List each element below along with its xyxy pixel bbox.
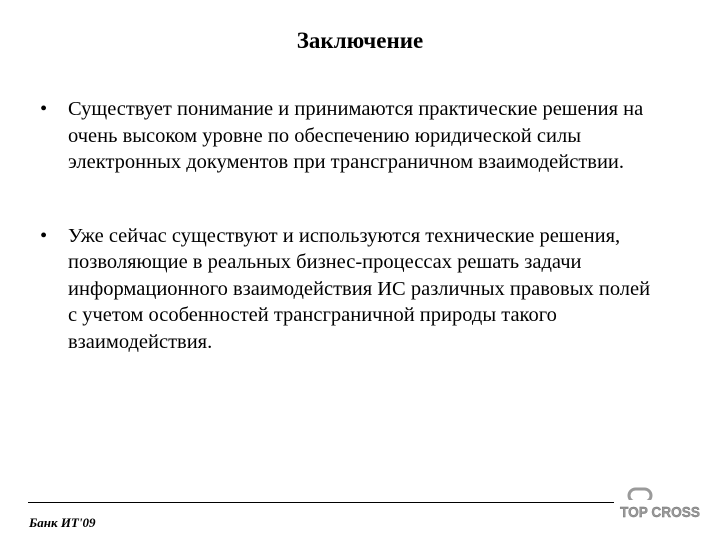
footer-divider bbox=[28, 502, 614, 503]
footer-label: Банк ИТ'09 bbox=[29, 515, 96, 530]
logo-text: TOP CROSS bbox=[620, 504, 700, 521]
top-cross-logo bbox=[618, 487, 702, 523]
bullet-item bbox=[40, 223, 660, 356]
bullet-marker: • bbox=[40, 98, 48, 120]
bullet-marker: • bbox=[40, 224, 48, 247]
bullet-text: Уже сейчас существуют и используются технические решения, позволяющие в реальных бизнес-процессах решать задачи информационного взаимодействия ИС различных правовых полей с учетом особенностей трансграничной природы такого взаимодействия. bbox=[68, 224, 651, 353]
bullet-text: Существует понимание и принимаются практические решения на очень высоком уровне по обеспечению юридической силы электронных документов при трансграничном взаимодействии. bbox=[68, 98, 644, 173]
logo-mark-icon bbox=[627, 489, 653, 504]
bullet-list bbox=[40, 96, 660, 355]
slide-title: Заключение bbox=[296, 28, 424, 53]
bullet-item bbox=[40, 96, 660, 176]
